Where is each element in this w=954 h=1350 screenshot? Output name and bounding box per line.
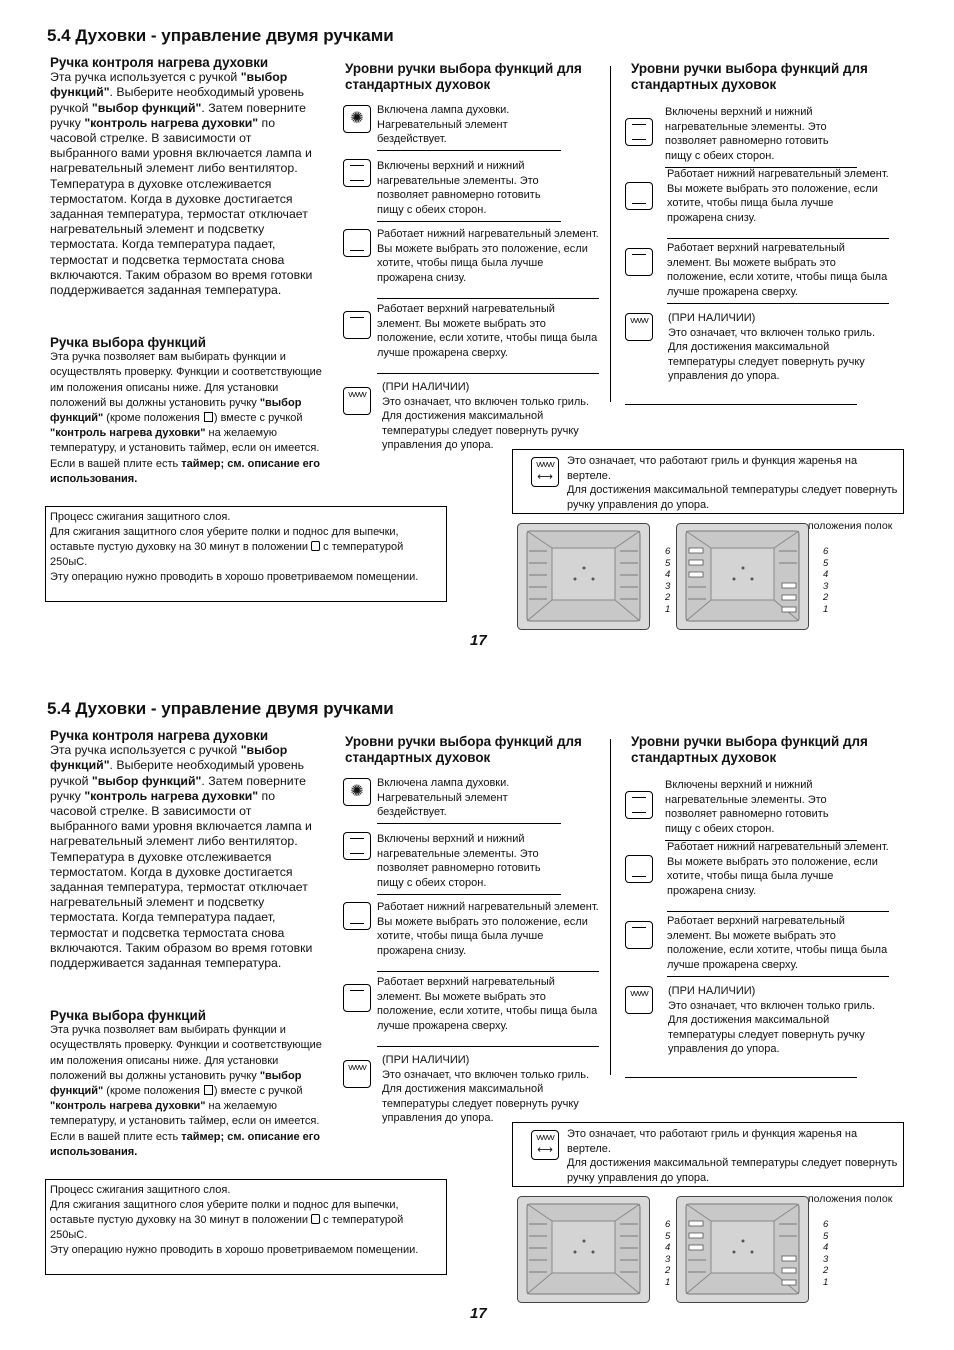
mid-entry-bottom: Работает нижний нагревательный элемент. Вы можете выбрать это положение, если хотите, чтобы пища была лучше прожарена снизу. <box>377 227 599 299</box>
shelf-numbers-right: 6 5 4 3 2 1 <box>823 546 829 615</box>
selector-heading: Ручка выбора функций <box>50 335 206 350</box>
oven-cavity-diagram-left <box>517 1196 650 1303</box>
selector-text: Эта ручка позволяет вам выбирать функции и осуществлять проверку. Функции и соответствующие им положения описаны ниже. Для установки положений вы должны установить ручку "выбор функций" (кроме положения ) вместе с ручкой "контроль нагрева духовки" на желаемую температуру, и установить таймер, если он имеется. Если в вашей плите есть таймер; см. описание его использования. <box>50 1024 322 1158</box>
page-number: 17 <box>470 632 487 649</box>
rotisserie-box: vvvvv ⟷ Это означает, что работают гриль и функция жаренья на вертеле. Для достижения максимальной температуры следует повернуть ручку управления до упора. <box>512 1122 904 1187</box>
selector-knob-section <box>50 1008 322 1160</box>
mid-entry-lamp: Включена лампа духовки. Нагревательный элемент бездействует. <box>377 776 561 824</box>
grill-icon: vvvvv <box>343 1060 371 1088</box>
lamp-icon <box>204 412 213 422</box>
selector-text: Эта ручка позволяет вам выбирать функции и осуществлять проверку. Функции и соответствующие им положения описаны ниже. Для установки положений вы должны установить ручку "выбор функций" (кроме положения ) вместе с ручкой "контроль нагрева духовки" на желаемую температуру, и установить таймер, если он имеется. Если в вашей плите есть таймер; см. описание его использования. <box>50 351 322 485</box>
right-entry-grill: (ПРИ НАЛИЧИИ) Это означает, что включен только гриль. Для достижения максимальной температуры следует повернуть ручку управления до упора. <box>668 985 876 1056</box>
mid-entry-top: Работает верхний нагревательный элемент. Вы можете выбрать это положение, если хотите, чтобы пища была лучше прожарена сверху. <box>377 975 599 1047</box>
right-column-heading: Уровни ручки выбора функций для стандартных духовок <box>631 734 868 765</box>
oven-cavity-diagram-right <box>676 1196 809 1303</box>
middle-column-heading: Уровни ручки выбора функций для стандартных духовок <box>345 734 582 765</box>
grill-icon: vvvvv <box>343 387 371 415</box>
lamp-icon: ✺ <box>343 105 371 133</box>
top-bottom-heat-icon <box>625 791 653 819</box>
right-entry-top: Работает верхний нагревательный элемент. Вы можете выбрать это положение, если хотите, чтобы пища была лучше прожарена сверху. <box>667 914 889 977</box>
column-divider <box>610 739 611 1075</box>
lamp-icon <box>204 1085 213 1095</box>
page-number: 17 <box>470 1305 487 1322</box>
mid-entry-both: Включены верхний и нижний нагревательные элементы. Это позволяет равномерно готовить пищу с обеих сторон. <box>377 159 561 222</box>
section-title: 5.4 Духовки - управление двумя ручками <box>47 699 394 718</box>
shelf-numbers-left: 6 5 4 3 2 1 <box>665 546 671 615</box>
thermostat-text: Эта ручка используется с ручкой "выбор функций". Выберите необходимый уровень ручкой "выбор функций". Затем поверните ручку "контроль нагрева духовки" по часовой стрелке. В зависимости от выбранного вами уровня включается лампа и нагревательный элемент либо вентилятор. Температура в духовке отслеживается термостатом. Когда в духовке достигается заданная температура, термостат отключает нагревательный элемент и подсветку термостата. Когда температура падает, термостат и подсветка термостата снова включаются. Таким образом во время готовки поддерживается заданная температура. <box>50 70 313 298</box>
lamp-icon: ✺ <box>343 778 371 806</box>
top-bottom-heat-icon <box>343 832 371 860</box>
protective-layer-box: Процесс сжигания защитного слоя. Для сжигания защитного слоя уберите полки и поднос для выпечки, оставьте пустую духовку на 30 минут в положении с температурой 250ыС. Эту операцию нужно проводить в хорошо проветриваемом помещении. <box>45 1179 447 1275</box>
right-column-rule <box>625 1077 857 1078</box>
rotisserie-box: vvvvv ⟷ Это означает, что работают гриль и функция жаренья на вертеле. Для достижения максимальной температуры следует повернуть ручку управления до упора. <box>512 449 904 514</box>
right-entry-bottom: Работает нижний нагревательный элемент. Вы можете выбрать это положение, если хотите, чтобы пища была лучше прожарена снизу. <box>667 840 889 912</box>
mid-entry-grill: (ПРИ НАЛИЧИИ) Это означает, что включен только гриль. Для достижения максимальной температуры следует повернуть ручку управления до упора. <box>382 381 590 452</box>
right-entry-both: Включены верхний и нижний нагревательные элементы. Это позволяет равномерно готовить пищу с обеих сторон. <box>665 105 857 168</box>
top-bottom-heat-icon <box>343 159 371 187</box>
mid-entry-top: Работает верхний нагревательный элемент. Вы можете выбрать это положение, если хотите, чтобы пища была лучше прожарена сверху. <box>377 302 599 374</box>
mid-entry-both: Включены верхний и нижний нагревательные элементы. Это позволяет равномерно готовить пищу с обеих сторон. <box>377 832 561 895</box>
thermostat-heading: Ручка контроля нагрева духовки <box>50 728 269 743</box>
section-title: 5.4 Духовки - управление двумя ручками <box>47 26 394 45</box>
bottom-heat-icon <box>343 902 371 930</box>
oven-cavity-diagram-left <box>517 523 650 630</box>
right-column-heading: Уровни ручки выбора функций для стандартных духовок <box>631 61 868 92</box>
protective-layer-box: Процесс сжигания защитного слоя. Для сжигания защитного слоя уберите полки и поднос для выпечки, оставьте пустую духовку на 30 минут в положении с температурой 250ыС. Эту операцию нужно проводить в хорошо проветриваемом помещении. <box>45 506 447 602</box>
bottom-heat-icon <box>343 229 371 257</box>
mid-entry-bottom: Работает нижний нагревательный элемент. Вы можете выбрать это положение, если хотите, чтобы пища была лучше прожарена снизу. <box>377 900 599 972</box>
right-entry-top: Работает верхний нагревательный элемент. Вы можете выбрать это положение, если хотите, чтобы пища была лучше прожарена сверху. <box>667 241 889 304</box>
thermostat-knob-section <box>50 728 322 971</box>
right-entry-bottom: Работает нижний нагревательный элемент. Вы можете выбрать это положение, если хотите, чтобы пища была лучше прожарена снизу. <box>667 167 889 239</box>
rotisserie-grill-icon: vvvvv ⟷ <box>531 457 559 487</box>
top-heat-icon <box>343 984 371 1012</box>
top-heat-icon <box>343 311 371 339</box>
right-entry-grill: (ПРИ НАЛИЧИИ) Это означает, что включен только гриль. Для достижения максимальной температуры следует повернуть ручку управления до упора. <box>668 312 876 383</box>
grill-icon: vvvvv <box>625 313 653 341</box>
shelf-numbers-left: 6 5 4 3 2 1 <box>665 1219 671 1288</box>
top-bottom-heat-icon <box>311 541 320 551</box>
shelf-positions-label: положения полок <box>808 1193 893 1205</box>
mid-entry-lamp: Включена лампа духовки. Нагревательный элемент бездействует. <box>377 103 561 151</box>
bottom-heat-icon <box>625 855 653 883</box>
selector-knob-section <box>50 335 322 487</box>
top-bottom-heat-icon <box>625 118 653 146</box>
thermostat-heading: Ручка контроля нагрева духовки <box>50 55 269 70</box>
middle-column-heading: Уровни ручки выбора функций для стандартных духовок <box>345 61 582 92</box>
column-divider <box>610 66 611 402</box>
oven-cavity-diagram-right <box>676 523 809 630</box>
manual-page-bottom <box>0 673 954 1348</box>
right-entry-both: Включены верхний и нижний нагревательные элементы. Это позволяет равномерно готовить пищу с обеих сторон. <box>665 778 857 841</box>
shelf-numbers-right: 6 5 4 3 2 1 <box>823 1219 829 1288</box>
thermostat-knob-section <box>50 55 322 298</box>
grill-icon: vvvvv <box>625 986 653 1014</box>
bottom-heat-icon <box>625 182 653 210</box>
top-bottom-heat-icon <box>311 1214 320 1224</box>
right-column-rule <box>625 404 857 405</box>
top-heat-icon <box>625 921 653 949</box>
top-heat-icon <box>625 248 653 276</box>
shelf-positions-label: положения полок <box>808 520 893 532</box>
mid-entry-grill: (ПРИ НАЛИЧИИ) Это означает, что включен только гриль. Для достижения максимальной температуры следует повернуть ручку управления до упора. <box>382 1054 590 1125</box>
thermostat-text: Эта ручка используется с ручкой "выбор функций". Выберите необходимый уровень ручкой "выбор функций". Затем поверните ручку "контроль нагрева духовки" по часовой стрелке. В зависимости от выбранного вами уровня включается лампа и нагревательный элемент либо вентилятор. Температура в духовке отслеживается термостатом. Когда в духовке достигается заданная температура, термостат отключает нагревательный элемент и подсветку термостата. Когда температура падает, термостат и подсветка термостата снова включаются. Таким образом во время готовки поддерживается заданная температура. <box>50 743 313 971</box>
rotisserie-grill-icon: vvvvv ⟷ <box>531 1130 559 1160</box>
selector-heading: Ручка выбора функций <box>50 1008 206 1023</box>
